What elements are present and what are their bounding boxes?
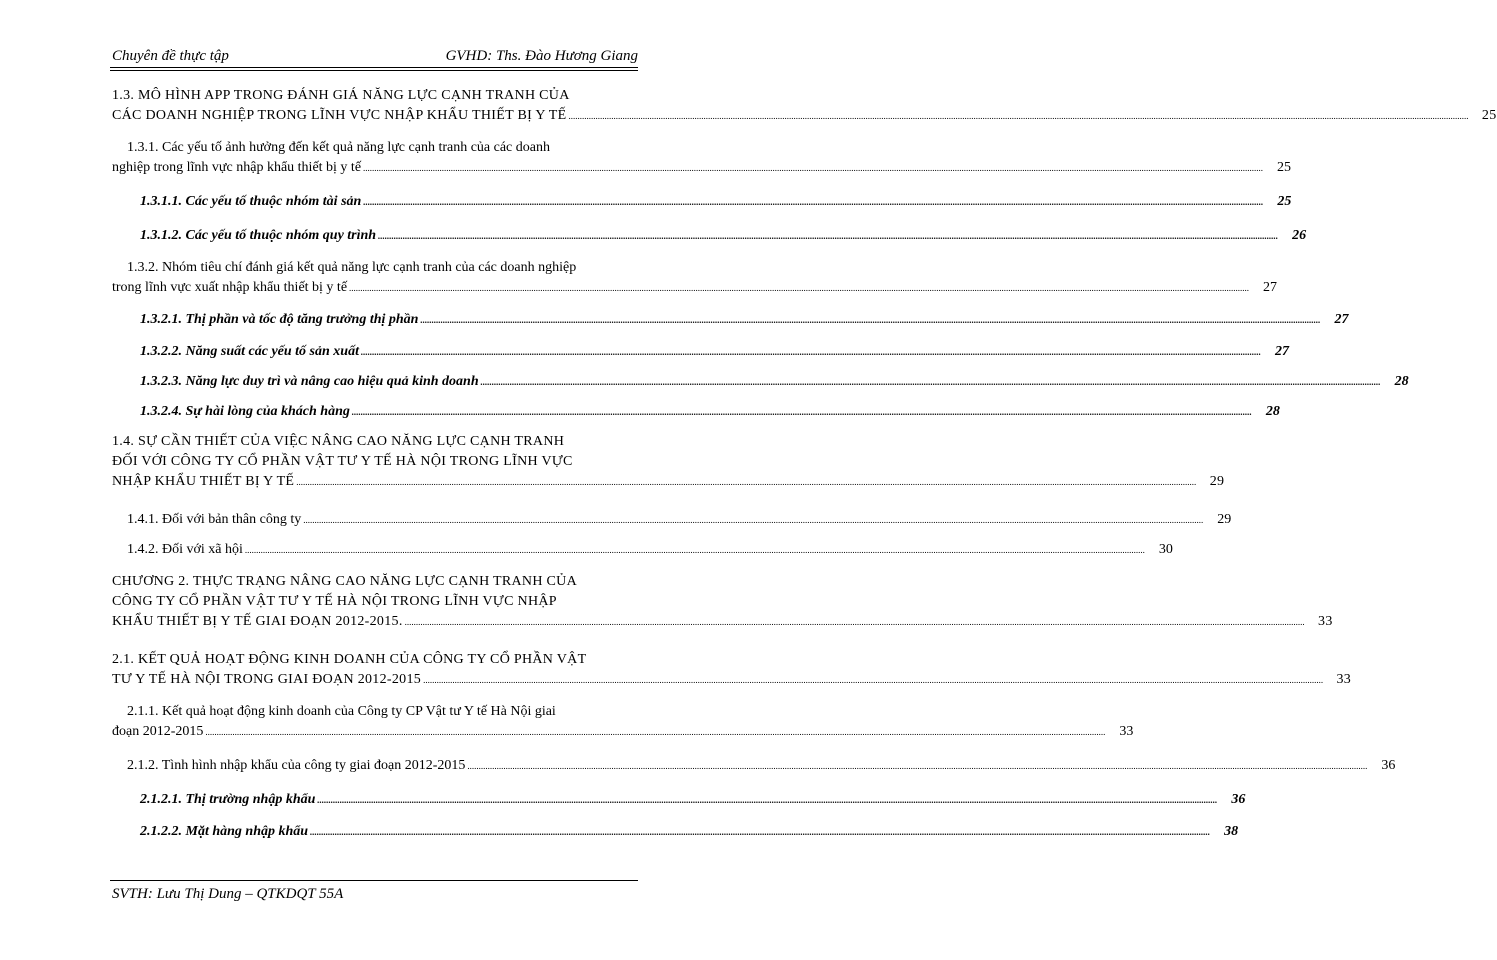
toc-entry[interactable] [112,432,1225,492]
toc-entry[interactable] [140,342,1289,362]
toc-entry[interactable] [140,822,1239,842]
toc-dot-leader: ................................................................................................................................................................................................................................................................................................................................................................................................................ [303,515,1204,525]
toc-entry[interactable] [112,138,1292,178]
toc-page-number: 25 [1277,160,1292,175]
toc-entry-text: 1.3.2.2. Năng suất các yếu tố sản xuất [140,344,359,359]
toc-page-number: 33 [1336,672,1352,687]
toc-entry-text: 1.3.2. Nhóm tiêu chí đánh giá kết quả năng lực cạnh tranh của các doanh nghiệp [127,260,577,275]
toc-entry-text: 2.1. KẾT QUẢ HOẠT ĐỘNG KINH DOANH CỦA CÔNG TY CỔ PHẦN VẬT [112,652,587,667]
toc-dot-leader: ................................................................................................................................................................................................................................................................................................................................................................................................................ [351,407,1252,417]
toc-entry-text: 1.4.1. Đối với bản thân công ty [127,512,302,527]
toc-page-number: 30 [1158,542,1173,557]
toc-page-number: 25 [1481,108,1497,123]
toc-page-number: 28 [1265,404,1280,419]
toc-entry-text: 2.1.1. Kết quả hoạt động kinh doanh của Công ty CP Vật tư Y tế Hà Nội giai [127,704,556,719]
toc-dot-leader: ................................................................................................................................................................................................................................................................................................................................................................................................................ [296,477,1197,487]
toc-entry-text: 1.3.2.1. Thị phần và tốc độ tăng trưởng thị phần [140,312,419,327]
toc-page-number: 27 [1263,280,1278,295]
toc-dot-leader: ................................................................................................................................................................................................................................................................................................................................................................................................................ [404,617,1305,627]
toc-entry[interactable] [140,402,1280,422]
toc-page-number: 33 [1318,614,1333,629]
toc-dot-leader: ................................................................................................................................................................................................................................................................................................................................................................................................................ [317,795,1218,805]
page-header [112,41,638,65]
toc-entry[interactable] [112,86,1497,126]
toc-entry-text: ĐỐI VỚI CÔNG TY CỔ PHẦN VẬT TƯ Y TẾ HÀ NỘI TRONG LĨNH VỰC [112,454,573,469]
toc-dot-leader: ................................................................................................................................................................................................................................................................................................................................................................................................................ [310,827,1211,837]
toc-page-number: 28 [1394,374,1409,389]
toc-page-number: 36 [1231,792,1246,807]
toc-dot-leader: ................................................................................................................................................................................................................................................................................................................................................................................................................ [363,163,1264,173]
toc-dot-leader: ................................................................................................................................................................................................................................................................................................................................................................................................................ [205,727,1106,737]
toc-entry[interactable] [127,540,1173,560]
toc-page-number: 25 [1277,194,1292,209]
toc-entry-text: CHƯƠNG 2. THỰC TRẠNG NÂNG CAO NĂNG LỰC CẠNH TRANH CỦA [112,574,578,589]
toc-dot-leader: ................................................................................................................................................................................................................................................................................................................................................................................................................ [568,111,1469,121]
toc-entry[interactable] [140,310,1349,330]
toc-dot-leader: ................................................................................................................................................................................................................................................................................................................................................................................................................ [378,231,1279,241]
toc-entry[interactable] [112,650,1352,690]
toc-entry-text: CÁC DOANH NGHIỆP TRONG LĨNH VỰC NHẬP KHẨU THIẾT BỊ Y TẾ [112,108,567,123]
toc-page-number: 26 [1292,228,1307,243]
toc-entry-text: TƯ Y TẾ HÀ NỘI TRONG GIAI ĐOẠN 2012-2015 [112,672,422,687]
toc-entry[interactable] [112,572,1333,632]
toc-entry-text: nghiệp trong lĩnh vực nhập khẩu thiết bị y tế [112,160,362,175]
toc-entry-text: 2.1.2. Tình hình nhập khẩu của công ty giai đoạn 2012-2015 [127,758,466,773]
toc-page-number: 27 [1274,344,1289,359]
toc-entry-text: 1.3. MÔ HÌNH APP TRONG ĐÁNH GIÁ NĂNG LỰC CẠNH TRANH CỦA [112,88,570,103]
toc-page-number: 29 [1209,474,1225,489]
toc-page-number: 38 [1224,824,1239,839]
toc-page-number: 36 [1381,758,1396,773]
toc-entry-text: 1.4.2. Đối với xã hội [127,542,243,557]
toc-entry-text: 1.3.1. Các yếu tố ảnh hưởng đến kết quả năng lực cạnh tranh của các doanh [127,140,550,155]
toc-dot-leader: ................................................................................................................................................................................................................................................................................................................................................................................................................ [480,377,1381,387]
header-course-title: Chuyên đề thực tập [112,48,229,64]
toc-page-number: 27 [1334,312,1349,327]
toc-dot-leader: ................................................................................................................................................................................................................................................................................................................................................................................................................ [363,197,1264,207]
toc-entry-text: đoạn 2012-2015 [112,724,204,739]
toc-entry-text: KHẨU THIẾT BỊ Y TẾ GIAI ĐOẠN 2012-2015. [112,614,403,629]
toc-entry-text: 1.3.1.1. Các yếu tố thuộc nhóm tài sản [140,194,362,209]
toc-dot-leader: ................................................................................................................................................................................................................................................................................................................................................................................................................ [349,283,1250,293]
toc-entry-text: 2.1.2.1. Thị trường nhập khẩu [140,792,316,807]
toc-entry[interactable] [112,258,1278,298]
toc-page-number: 29 [1217,512,1232,527]
toc-entry-text: CÔNG TY CỔ PHẦN VẬT TƯ Y TẾ HÀ NỘI TRONG LĨNH VỰC NHẬP [112,594,557,609]
toc-entry-text: 1.3.1.2. Các yếu tố thuộc nhóm quy trình [140,228,377,243]
toc-entry-text: 1.3.2.4. Sự hài lòng của khách hàng [140,404,350,419]
header-rule [110,67,638,68]
toc-dot-leader: ................................................................................................................................................................................................................................................................................................................................................................................................................ [423,675,1324,685]
page-footer: SVTH: Lưu Thị Dung – QTKDQT 55A [112,886,344,902]
toc-entry-text: trong lĩnh vực xuất nhập khẩu thiết bị y tế [112,280,348,295]
toc-page-number: 33 [1119,724,1134,739]
toc-entry-text: 2.1.2.2. Mặt hàng nhập khẩu [140,824,309,839]
toc-entry[interactable] [140,790,1246,810]
header-advisor: GVHD: Ths. Đào Hương Giang [445,48,638,64]
toc-entry[interactable] [127,756,1396,776]
toc-dot-leader: ................................................................................................................................................................................................................................................................................................................................................................................................................ [420,315,1321,325]
toc-entry[interactable] [127,510,1232,530]
toc-entry[interactable] [112,702,1134,742]
toc-dot-leader: ................................................................................................................................................................................................................................................................................................................................................................................................................ [360,347,1261,357]
toc-entry-text: NHẬP KHẨU THIẾT BỊ Y TẾ [112,474,295,489]
toc-entry-text: 1.3.2.3. Năng lực duy trì và nâng cao hiệu quả kinh doanh [140,374,479,389]
toc-entry[interactable] [140,226,1307,246]
header-rule-double [110,70,638,71]
toc-entry[interactable] [140,192,1292,212]
toc-entry-text: 1.4. SỰ CẦN THIẾT CỦA VIỆC NÂNG CAO NĂNG LỰC CẠNH TRANH [112,434,565,449]
footer-rule [110,880,638,881]
toc-dot-leader: ................................................................................................................................................................................................................................................................................................................................................................................................................ [244,545,1145,555]
toc-dot-leader: ................................................................................................................................................................................................................................................................................................................................................................................................................ [467,761,1368,771]
toc-entry[interactable] [140,372,1409,392]
